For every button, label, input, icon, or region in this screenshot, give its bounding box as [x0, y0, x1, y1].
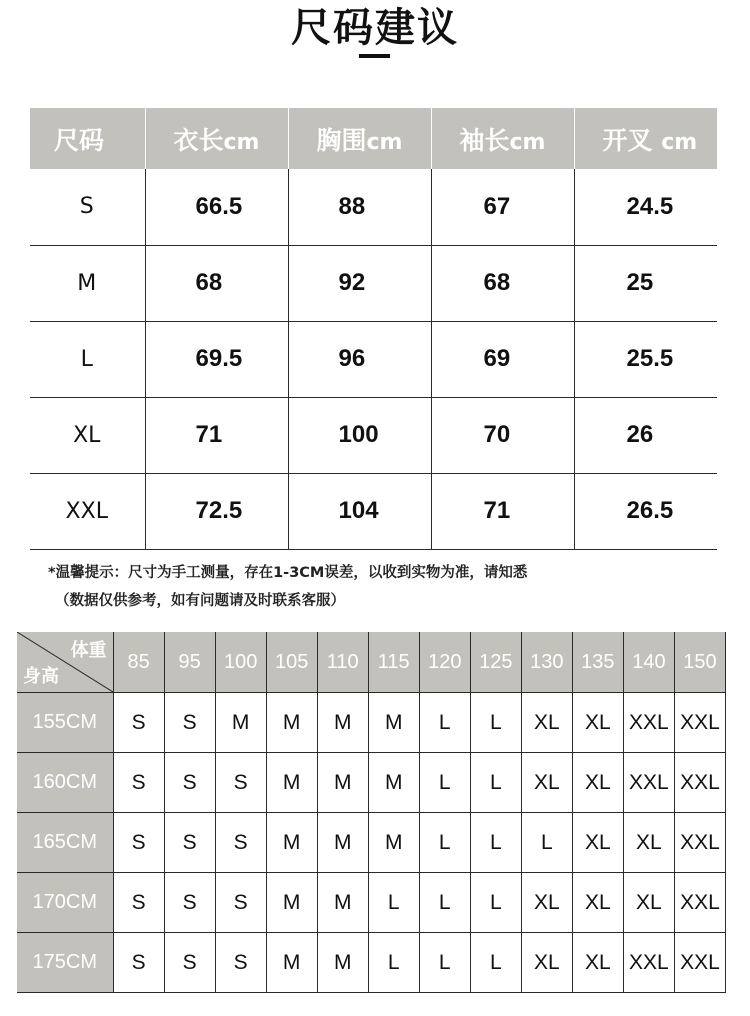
measurement-cell: 25: [574, 245, 717, 321]
size-cell: XL: [521, 693, 572, 753]
weight-header-cell: 135: [572, 632, 623, 693]
size-cell: XXL: [674, 753, 725, 813]
title-underline: [359, 54, 390, 58]
size-cell: S: [164, 693, 215, 753]
size-cell: XL: [572, 873, 623, 933]
measurement-row: [30, 473, 717, 549]
measurement-cell: 71: [431, 473, 574, 549]
weight-header-cell: 95: [164, 632, 215, 693]
height-label-cell: 155CM: [17, 693, 113, 753]
measurement-row: [30, 169, 717, 245]
size-cell: S: [113, 933, 164, 993]
size-cell: S: [113, 753, 164, 813]
size-label-cell: XL: [30, 397, 145, 473]
size-cell: S: [215, 873, 266, 933]
measurement-cell: 72.5: [145, 473, 288, 549]
size-cell: XXL: [674, 873, 725, 933]
size-label-cell: M: [30, 245, 145, 321]
size-cell: XL: [521, 873, 572, 933]
header-unit: cm: [509, 129, 546, 155]
measurement-cell: 69: [431, 321, 574, 397]
height-label-cell: 160CM: [17, 753, 113, 813]
measurement-header-row: [30, 108, 717, 169]
size-cell: M: [317, 873, 368, 933]
weight-header-row: [17, 632, 726, 693]
weight-header-cell: 100: [215, 632, 266, 693]
corner-height-label: 身高: [23, 666, 59, 687]
size-label-cell: S: [30, 169, 145, 245]
size-cell: XXL: [623, 753, 674, 813]
size-cell: L: [470, 873, 521, 933]
size-cell: L: [419, 933, 470, 993]
size-cell: XL: [521, 753, 572, 813]
weight-header-cell: 85: [113, 632, 164, 693]
measurement-row: [30, 397, 717, 473]
size-cell: XL: [572, 693, 623, 753]
header-label: 袖长: [459, 125, 510, 155]
header-unit: cm: [223, 129, 260, 155]
weight-header-cell: 150: [674, 632, 725, 693]
measurement-cell: 100: [288, 397, 431, 473]
size-cell: L: [419, 693, 470, 753]
size-cell: M: [266, 753, 317, 813]
height-row: [17, 693, 726, 753]
header-unit: cm: [366, 129, 403, 155]
size-cell: XXL: [674, 933, 725, 993]
height-row: [17, 753, 726, 813]
size-cell: S: [113, 873, 164, 933]
size-cell: L: [521, 813, 572, 873]
size-cell: L: [470, 933, 521, 993]
measurement-cell: 88: [288, 169, 431, 245]
header-length: [145, 108, 288, 169]
size-cell: XL: [572, 933, 623, 993]
weight-header-cell: 105: [266, 632, 317, 693]
size-cell: M: [317, 693, 368, 753]
size-cell: L: [419, 873, 470, 933]
size-cell: L: [470, 753, 521, 813]
size-cell: S: [215, 753, 266, 813]
size-cell: M: [317, 753, 368, 813]
note-reference: （数据仅供参考，如有问题请及时联系客服）: [55, 593, 345, 609]
header-unit: cm: [661, 129, 698, 155]
measurement-table: [30, 108, 717, 550]
size-cell: S: [113, 693, 164, 753]
height-row: [17, 873, 726, 933]
corner-weight-label: 体重: [70, 640, 107, 661]
header-chest: [288, 108, 431, 169]
size-cell: XL: [572, 753, 623, 813]
measurement-cell: 67: [431, 169, 574, 245]
size-cell: M: [266, 813, 317, 873]
page-title: 尺码建议: [291, 5, 459, 51]
height-label-cell: 165CM: [17, 813, 113, 873]
size-cell: L: [470, 693, 521, 753]
measurement-row: [30, 245, 717, 321]
size-cell: S: [113, 813, 164, 873]
header-sleeve: [431, 108, 574, 169]
header-label: 尺码: [54, 125, 105, 155]
size-cell: L: [419, 813, 470, 873]
size-cell: M: [215, 693, 266, 753]
weight-header-cell: 110: [317, 632, 368, 693]
measurement-cell: 24.5: [574, 169, 717, 245]
size-cell: XXL: [623, 933, 674, 993]
size-cell: L: [419, 753, 470, 813]
measurement-row: [30, 321, 717, 397]
size-cell: L: [368, 873, 419, 933]
measurement-cell: 69.5: [145, 321, 288, 397]
size-cell: L: [470, 813, 521, 873]
weight-header-cell: 120: [419, 632, 470, 693]
measurement-cell: 25.5: [574, 321, 717, 397]
header-label: 衣长: [173, 125, 224, 155]
size-cell: S: [215, 933, 266, 993]
size-label-cell: L: [30, 321, 145, 397]
size-cell: XL: [623, 873, 674, 933]
size-cell: M: [368, 813, 419, 873]
measurement-cell: 68: [145, 245, 288, 321]
corner-cell: [17, 632, 113, 693]
size-cell: S: [164, 873, 215, 933]
weight-header-cell: 125: [470, 632, 521, 693]
size-cell: M: [368, 753, 419, 813]
size-cell: M: [368, 693, 419, 753]
size-cell: S: [164, 813, 215, 873]
header-label: 胸围: [316, 125, 367, 155]
size-cell: M: [317, 933, 368, 993]
size-label-cell: XXL: [30, 473, 145, 549]
note-warning: *温馨提示：尺寸为手工测量，存在1-3CM误差，以收到实物为准，请知悉: [48, 565, 528, 581]
size-cell: S: [164, 753, 215, 813]
size-cell: XXL: [674, 693, 725, 753]
measurement-cell: 71: [145, 397, 288, 473]
measurement-cell: 104: [288, 473, 431, 549]
size-cell: S: [164, 933, 215, 993]
measurement-cell: 26.5: [574, 473, 717, 549]
size-cell: M: [317, 813, 368, 873]
size-recommendation-table: [17, 632, 726, 993]
header-size: [30, 108, 145, 169]
weight-header-cell: 130: [521, 632, 572, 693]
height-row: [17, 933, 726, 993]
size-cell: XXL: [674, 813, 725, 873]
header-label: 开叉: [602, 125, 653, 155]
height-label-cell: 175CM: [17, 933, 113, 993]
weight-header-cell: 140: [623, 632, 674, 693]
measurement-cell: 70: [431, 397, 574, 473]
size-cell: XL: [623, 813, 674, 873]
size-cell: XL: [521, 933, 572, 993]
measurement-cell: 26: [574, 397, 717, 473]
height-label-cell: 170CM: [17, 873, 113, 933]
weight-header-cell: 115: [368, 632, 419, 693]
measurement-cell: 92: [288, 245, 431, 321]
height-row: [17, 813, 726, 873]
size-cell: M: [266, 873, 317, 933]
size-cell: XXL: [623, 693, 674, 753]
size-cell: M: [266, 933, 317, 993]
size-cell: M: [266, 693, 317, 753]
size-cell: XL: [572, 813, 623, 873]
header-slit: [574, 108, 717, 169]
size-cell: L: [368, 933, 419, 993]
measurement-cell: 96: [288, 321, 431, 397]
measurement-cell: 66.5: [145, 169, 288, 245]
measurement-cell: 68: [431, 245, 574, 321]
size-cell: S: [215, 813, 266, 873]
